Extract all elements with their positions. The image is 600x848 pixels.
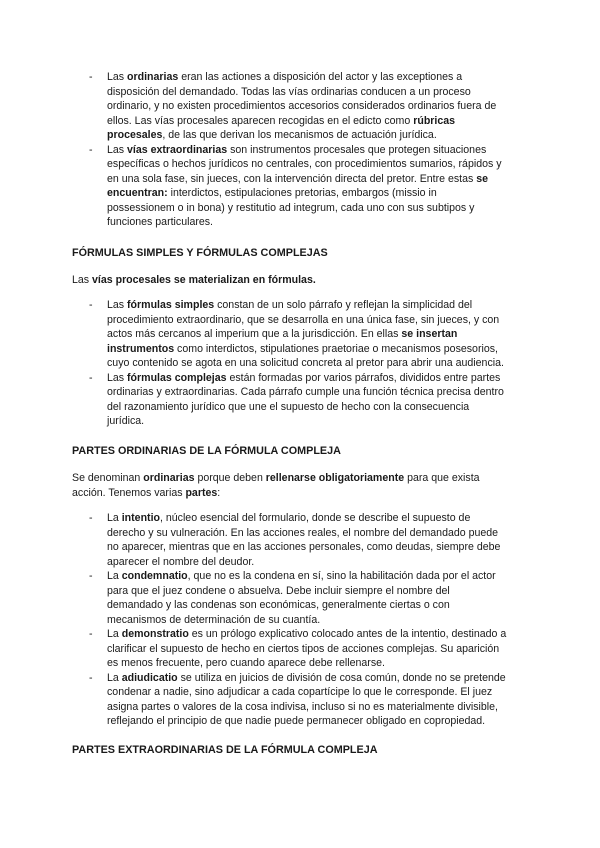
bold-term: demonstratio xyxy=(121,628,189,640)
text-line: asigna partes o valores de la cosa indivisa, incluso si no es materialmente divisible, xyxy=(107,700,498,713)
list-item xyxy=(0,627,600,671)
bold-term: vías procesales se materializan en fórmulas. xyxy=(92,274,316,286)
text-line: jurídica. xyxy=(107,415,145,427)
text-line: Las ordinarias eran las actiones a disposición del actor y las exceptiones a xyxy=(107,71,463,83)
text-line: Se denominan ordinarias porque deben rellenarse obligatoriamente para que exista xyxy=(72,472,480,484)
text-line: en una sola fase, sin jueces, con la intervención directa del pretor. Entre estas se xyxy=(107,172,489,185)
bold-term: intentio xyxy=(121,512,160,524)
text-line: Las fórmulas simples constan de un solo párrafo y reflejan la simplicidad del xyxy=(107,299,473,311)
text-line: demandado y las condenas son económicas, generalmente ciertas o con xyxy=(107,599,450,611)
text-line: aparecer el nombre del deudor. xyxy=(107,555,255,568)
text-line: disposición del demandado. Todas las vías ordinarias conducen a un proceso xyxy=(107,85,471,98)
section-partes-list xyxy=(0,511,600,729)
text-line: Las vías extraordinarias son instrumentos procesales que protegen situaciones xyxy=(107,143,487,156)
text-line: instrumentos como interdictos, stipulationes praetoriae o mecanismos posesorios, xyxy=(107,342,498,355)
bullet-dash: - xyxy=(89,71,93,83)
bold-term: ordinarias xyxy=(143,472,195,484)
bold-term: procesales xyxy=(107,129,163,141)
text-line: La adiudicatio se utiliza en juicios de división de cosa común, donde no se pretende xyxy=(107,671,506,684)
bullet-dash: - xyxy=(89,299,93,311)
bold-term: encuentran: xyxy=(107,187,168,199)
list-item xyxy=(0,511,600,569)
intro-vias-procesales xyxy=(0,273,600,288)
bullet-dash: - xyxy=(89,143,93,156)
bold-term: se xyxy=(476,172,489,185)
text-line: acción. Tenemos varias partes: xyxy=(72,486,221,499)
text-line: ordinario, y no existen procedimientos accesorios considerados ordinarios fuera de xyxy=(107,100,497,112)
bold-term: se insertan xyxy=(401,328,458,340)
bold-term: rellenarse obligatoriamente xyxy=(265,472,405,484)
bold-term: ordinarias xyxy=(127,71,179,83)
bold-term: vías extraordinarias xyxy=(127,143,228,156)
heading-formulas-simples-complejas: FÓRMULAS SIMPLES Y FÓRMULAS COMPLEJAS xyxy=(72,247,328,259)
heading-partes-ordinarias: PARTES ORDINARIAS DE LA FÓRMULA COMPLEJA xyxy=(72,445,341,457)
text-line: mecanismos de determinación de su cuantía. xyxy=(107,613,321,626)
list-item xyxy=(0,143,600,230)
list-item xyxy=(0,671,600,729)
list-item xyxy=(0,70,600,143)
bold-term: instrumentos xyxy=(107,342,175,355)
text-line: cuyo contenido se agota en una solicitud concreta al pretor para abrir una audiencia. xyxy=(107,357,504,369)
bullet-dash: - xyxy=(89,628,93,640)
section-vias-list xyxy=(0,70,600,230)
text-line: ellos. Las vías procesales aparecen recogidas en el edicto como rúbricas xyxy=(107,114,456,127)
bullet-dash: - xyxy=(89,512,93,524)
heading-partes-extraordinarias: PARTES EXTRAORDINARIAS DE LA FÓRMULA COMPLEJA xyxy=(72,744,378,756)
bold-term: condemnatio xyxy=(121,570,188,582)
bullet-dash: - xyxy=(89,671,93,684)
section-formulas-list xyxy=(0,298,600,429)
bold-term: fórmulas complejas xyxy=(127,371,227,384)
text-line: procedimiento extraordinario, que se desarrolla en una única fase, sin jueces, y con xyxy=(107,313,500,326)
bullet-dash: - xyxy=(89,371,93,384)
text-line: es menos frecuente, pero cuando aparece debe rellenarse. xyxy=(107,657,385,669)
bold-term: adiudicatio xyxy=(121,671,178,684)
bold-term: rúbricas xyxy=(413,114,456,127)
text-line: condenar a nadie, sino adjudicar a cada copartícipe lo que le corresponde. El juez xyxy=(107,686,493,698)
text-line: encuentran: interdictos, estipulaciones pretorias, embargos (missio in xyxy=(107,187,437,199)
bold-term: partes xyxy=(185,486,218,499)
text-line: reflejando el principio de que nadie puede permanecer obligado en copropiedad. xyxy=(107,715,486,727)
text-line: La intentio, núcleo esencial del formulario, donde se describe el supuesto de xyxy=(107,512,471,524)
intro-partes-ordinarias xyxy=(0,471,600,500)
text-line: Las fórmulas complejas están formadas por varios párrafos, divididos entre partes xyxy=(107,371,501,384)
text-line: derecho y su vulneración. En las acciones reales, el nombre del demandado puede xyxy=(107,526,499,539)
text-line: funciones particulares. xyxy=(107,216,213,228)
text-line: La condemnatio, que no es la condena en sí, sino la habilitación dada por el actor xyxy=(107,570,496,582)
text-line: específicas o hechos jurídicos no centrales, con procedimientos sumarios, rápidos y xyxy=(107,158,502,170)
bullet-dash: - xyxy=(89,570,93,582)
text-line: actos más cercanos al imperium que a la jurisdicción. En ellas se insertan xyxy=(107,328,458,340)
text-line: del razonamiento jurídico que une el supuesto de hecho con la consecuencia xyxy=(107,400,470,413)
text-line: para que el juez condene o absuelva. Debe incluir siempre el nombre del xyxy=(107,584,450,597)
text-line: possessionem o in bona) y restitutio ad integrum, cada uno con sus subtipos y xyxy=(107,201,475,214)
list-item xyxy=(0,569,600,627)
bold-term: fórmulas simples xyxy=(127,299,215,311)
text-line: ordinarias y extraordinarias. Cada párrafo cumple una función técnica precisa dentro xyxy=(107,386,504,398)
text-line: La demonstratio es un prólogo explicativo colocado antes de la intentio, destinado a xyxy=(107,628,507,640)
text-line: no aparecer, mientras que en las acciones personales, como deudas, siempre debe xyxy=(107,541,501,553)
text-line: procesales, de las que derivan los mecanismos de actuación jurídica. xyxy=(107,129,437,141)
intro-line: Las vías procesales se materializan en fórmulas. xyxy=(72,274,316,286)
list-item xyxy=(0,371,600,429)
list-item xyxy=(0,298,600,371)
text-line: clarificar el supuesto de hecho en ciertos tipos de acciones complejas. Su aparición xyxy=(107,642,500,655)
